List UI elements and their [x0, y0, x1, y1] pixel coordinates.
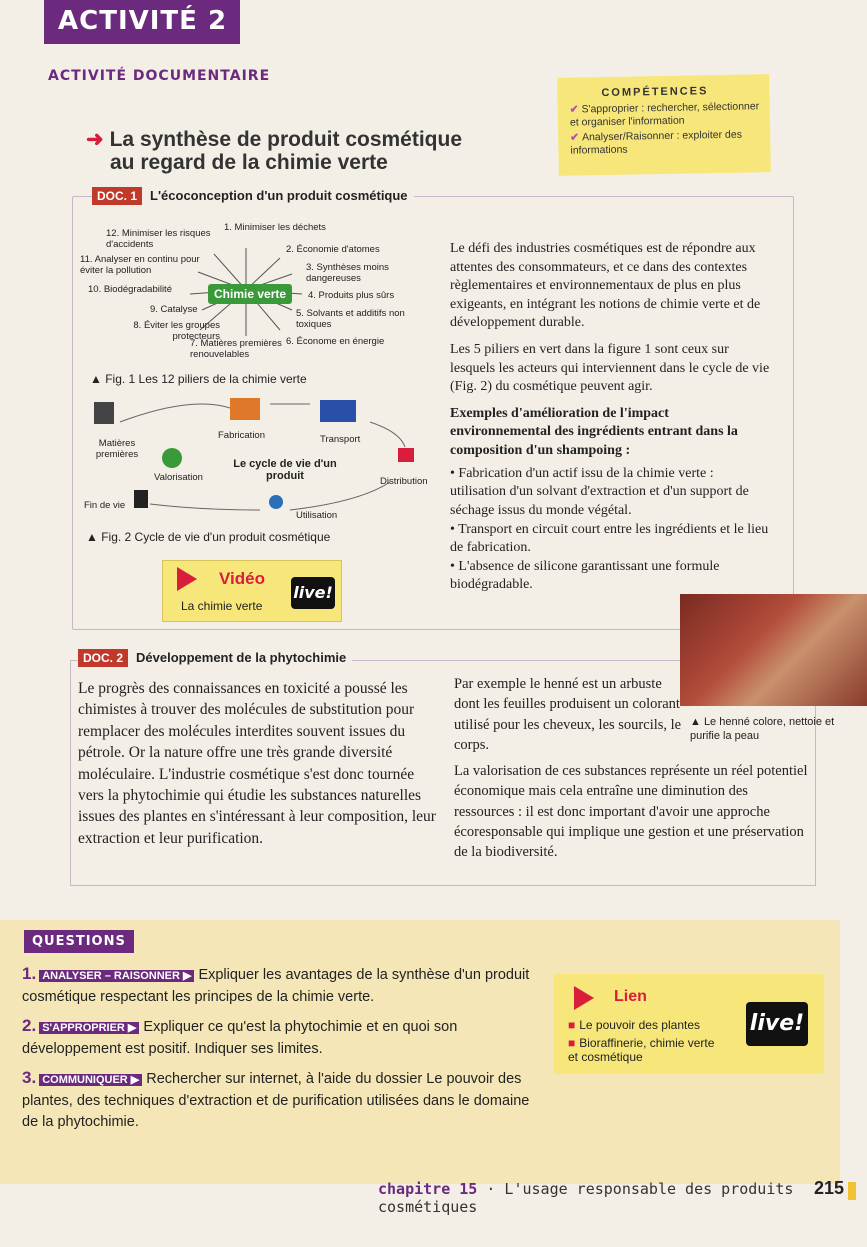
oil-pump-icon	[94, 402, 114, 424]
pillar-6: 6. Économe en énergie	[286, 336, 385, 347]
doc2-heading: DOC. 2 Développement de la phytochimie	[78, 650, 352, 665]
pillar-1: 1. Minimiser les déchets	[224, 222, 326, 233]
link-item[interactable]: ■ Le pouvoir des plantes	[568, 1018, 700, 1032]
activity-type: ACTIVITÉ DOCUMENTAIRE	[48, 68, 271, 84]
pillar-12: 12. Minimiser les risques d'accidents	[106, 228, 211, 250]
fig2-caption: ▲ Fig. 2 Cycle de vie d'un produit cosmétique	[86, 530, 331, 544]
link-item[interactable]: ■ Bioraffinerie, chimie verte et cosmétique	[568, 1036, 715, 1064]
competence-item: ✔ Analyser/Raisonner : exploiter des informations	[570, 128, 743, 157]
video-link[interactable]: Vidéo La chimie verte live!	[162, 560, 342, 622]
page-number: 215	[814, 1178, 845, 1198]
recycle-icon	[162, 448, 182, 468]
pillar-7: 7. Matières premières renouvelables	[190, 338, 282, 360]
truck-icon	[320, 400, 356, 422]
doc1-text: Le défi des industries cosmétiques est de répondre aux attentes des consommateurs, et ce dans des contextes règlementaires et environnementaux de plus en plus exigeants, en intégrant les notions de chimie verte et de développement durable. Les 5 piliers en vert dans la figure 1 sont ceux sur lesquels les acteurs qui interviennent dans le cycle de vie (Fig. 2) du cosmétique peuvent agir. Exemples d'amélioration de l'impact environnemental des ingrédients entrant dans la composition d'un shampoing : • Fabrication d'un actif issu de la chimie verte : utilisation d'un solvant d'extraction et d'un support de séchage issus du monde végétal. • Transport en circuit court entre les ingrédients et le lieu de fabrication. • L'absence de silicone garantissant une formule biodégradable.	[450, 241, 770, 593]
check-icon: ✔	[570, 131, 580, 144]
nathan-live-logo: live!	[291, 577, 335, 609]
pillar-4: 4. Produits plus sûrs	[308, 290, 395, 301]
doc2-left-text: Le progrès des connaissances en toxicité a poussé les chimistes à trouver des molécules de substitution pour remplacer des molécules interdites souvent issues du pétrole. Or la nature offre une très grande diversité moléculaire. L'industrie cosmétique s'est donc tournée vers la phytochimie qui étudie les substances naturelles issues des plantes en s'intéressant à leur composition, leur extraction et leur purification.	[78, 680, 436, 847]
cart-icon	[398, 448, 414, 462]
henna-caption: ▲ Le henné colore, nettoie et purifie la peau	[690, 716, 835, 742]
page-footer: chapitre 15 · L'usage responsable des produits cosmétiques	[378, 1180, 794, 1216]
cycle-center-label: Le cycle de vie d'un produit	[233, 458, 337, 482]
chimie-verte-label: Chimie verte	[208, 284, 292, 304]
pillar-11: 11. Analyser en continu pour éviter la pollution	[80, 254, 200, 276]
green-chemistry-diagram	[80, 218, 440, 368]
henna-hands-image	[680, 594, 867, 706]
play-icon	[177, 567, 197, 591]
step-end-of-life: Fin de vie	[84, 500, 126, 511]
step-utilisation: Utilisation	[296, 510, 338, 521]
fig1-caption: ▲ Fig. 1 Les 12 piliers de la chimie verte	[90, 372, 307, 386]
step-transport: Transport	[320, 434, 361, 445]
arrow-right-icon: ➜	[86, 128, 104, 151]
user-icon	[269, 495, 283, 509]
activity-tab: ACTIVITÉ 2	[44, 0, 240, 44]
pillar-5: 5. Solvants et additifs non toxiques	[296, 308, 405, 330]
competences-note	[557, 74, 771, 176]
play-icon	[574, 986, 594, 1010]
nathan-live-logo: live!	[746, 1002, 808, 1046]
trash-icon	[134, 490, 148, 508]
page-marker	[848, 1182, 856, 1200]
check-icon: ✔	[569, 103, 579, 116]
doc2-right-text: Par exemple le henné est un arbuste dont les feuilles produisent un colorant utilisé pour les cheveux, les sourcils, le corps. La valorisation de ces substances représente un réel potentiel économique mais cela entraîne une diminution des ressources : il est donc important d'avoir une approche écoresponsable qui implique une gestion et une préservation de la biodiversité.	[454, 676, 808, 861]
page-title: ➜ La synthèse de produit cosmétique au regard de la chimie verte	[86, 128, 463, 175]
life-cycle-diagram	[80, 392, 440, 532]
pillar-3: 3. Synthèses moins dangereuses	[306, 262, 389, 284]
pillar-9: 9. Catalyse	[150, 304, 198, 315]
question-3: 3. COMMUNIQUER ▶ Rechercher sur internet, à l'aide du dossier Le pouvoir des plantes, des techniques d'extraction et de purification utilisées dans le domaine de la phytochimie.	[22, 1068, 530, 1130]
step-raw-materials: Matières premières	[95, 438, 139, 460]
step-fabrication: Fabrication	[218, 430, 265, 441]
pillar-2: 2. Économie d'atomes	[286, 244, 380, 255]
pillar-10: 10. Biodégradabilité	[88, 284, 172, 295]
step-valorisation: Valorisation	[154, 472, 203, 483]
step-distribution: Distribution	[380, 476, 428, 487]
link-box[interactable]: Lien ■ Le pouvoir des plantes ■ Bioraffinerie, chimie verte et cosmétique live!	[554, 974, 824, 1074]
pillar-8: 8. Éviter les groupes protecteurs	[133, 320, 220, 342]
question-2: 2. S'APPROPRIER ▶ Expliquer ce qu'est la phytochimie et en quoi son développement est positif. Indiquer ses limites.	[22, 1016, 458, 1057]
factory-icon	[230, 398, 260, 420]
competence-item: ✔ S'approprier : rechercher, sélectionner et organiser l'information	[569, 100, 760, 129]
competences-title: COMPÉTENCES	[601, 85, 709, 100]
question-1: 1. ANALYSER – RAISONNER ▶ Expliquer les avantages de la synthèse d'un produit cosmétique respectant les principes de la chimie verte.	[22, 964, 530, 1005]
questions-heading: QUESTIONS	[24, 930, 134, 953]
doc1-heading: DOC. 1 L'écoconception d'un produit cosmétique	[92, 188, 414, 203]
